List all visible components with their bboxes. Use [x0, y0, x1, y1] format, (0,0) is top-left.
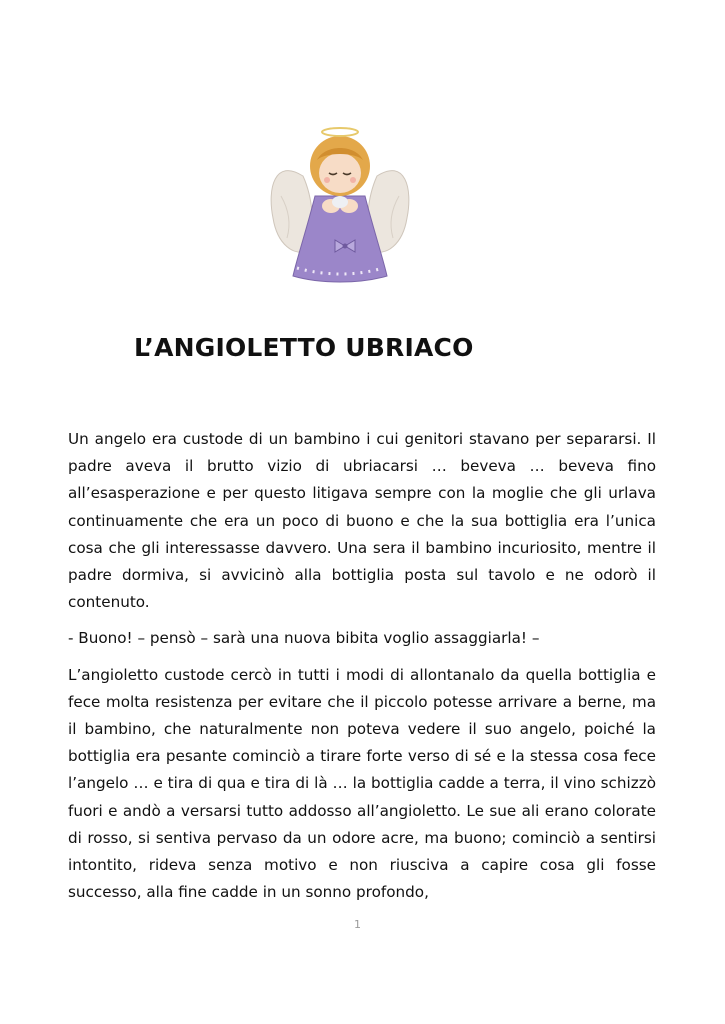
- angel-illustration: [265, 118, 415, 288]
- story-body: [68, 426, 656, 915]
- paragraph: Un angelo era custode di un bambino i cui genitori stavano per separarsi. Il padre aveva il brutto vizio di ubriacarsi … beveva … beveva fino all’esasperazione e per questo litigava sempre con la moglie che gli urlava continuamente che era un poco di buono e che la sua bottiglia era l’unica cosa che gli interessasse davvero. Una sera il bambino incuriosito, mentre il padre dormiva, si avvicinò alla bottiglia posta sul tavolo e ne odorò il contenuto.: [68, 430, 656, 612]
- paragraph: L’angioletto custode cercò in tutti i modi di allontanalo da quella bottiglia e fece molta resistenza per evitare che il piccolo potesse arrivare a berne, ma il bambino, che naturalmente non poteva vedere il suo angelo, poiché la bottiglia era pesante cominciò a tirare forte verso di sé e la stessa cosa fece l’angelo … e tira di qua e tira di là … la bottiglia cadde a terra, il vino schizzò fuori e andò a versarsi tutto addosso all’angioletto. Le sue ali erano colorate di rosso, si sentiva pervaso da un odore acre, ma buono; cominciò a sentirsi intontito, rideva senza motivo e non riusciva a capire cosa gli fosse successo, alla fine cadde in un sonno profondo,: [68, 665, 656, 902]
- page-title: L’ANGIOLETTO UBRIACO: [134, 333, 474, 362]
- paragraph: - Buono! – pensò – sarà una nuova bibita voglio assaggiarla! –: [68, 629, 540, 648]
- page-number: 1: [354, 918, 361, 931]
